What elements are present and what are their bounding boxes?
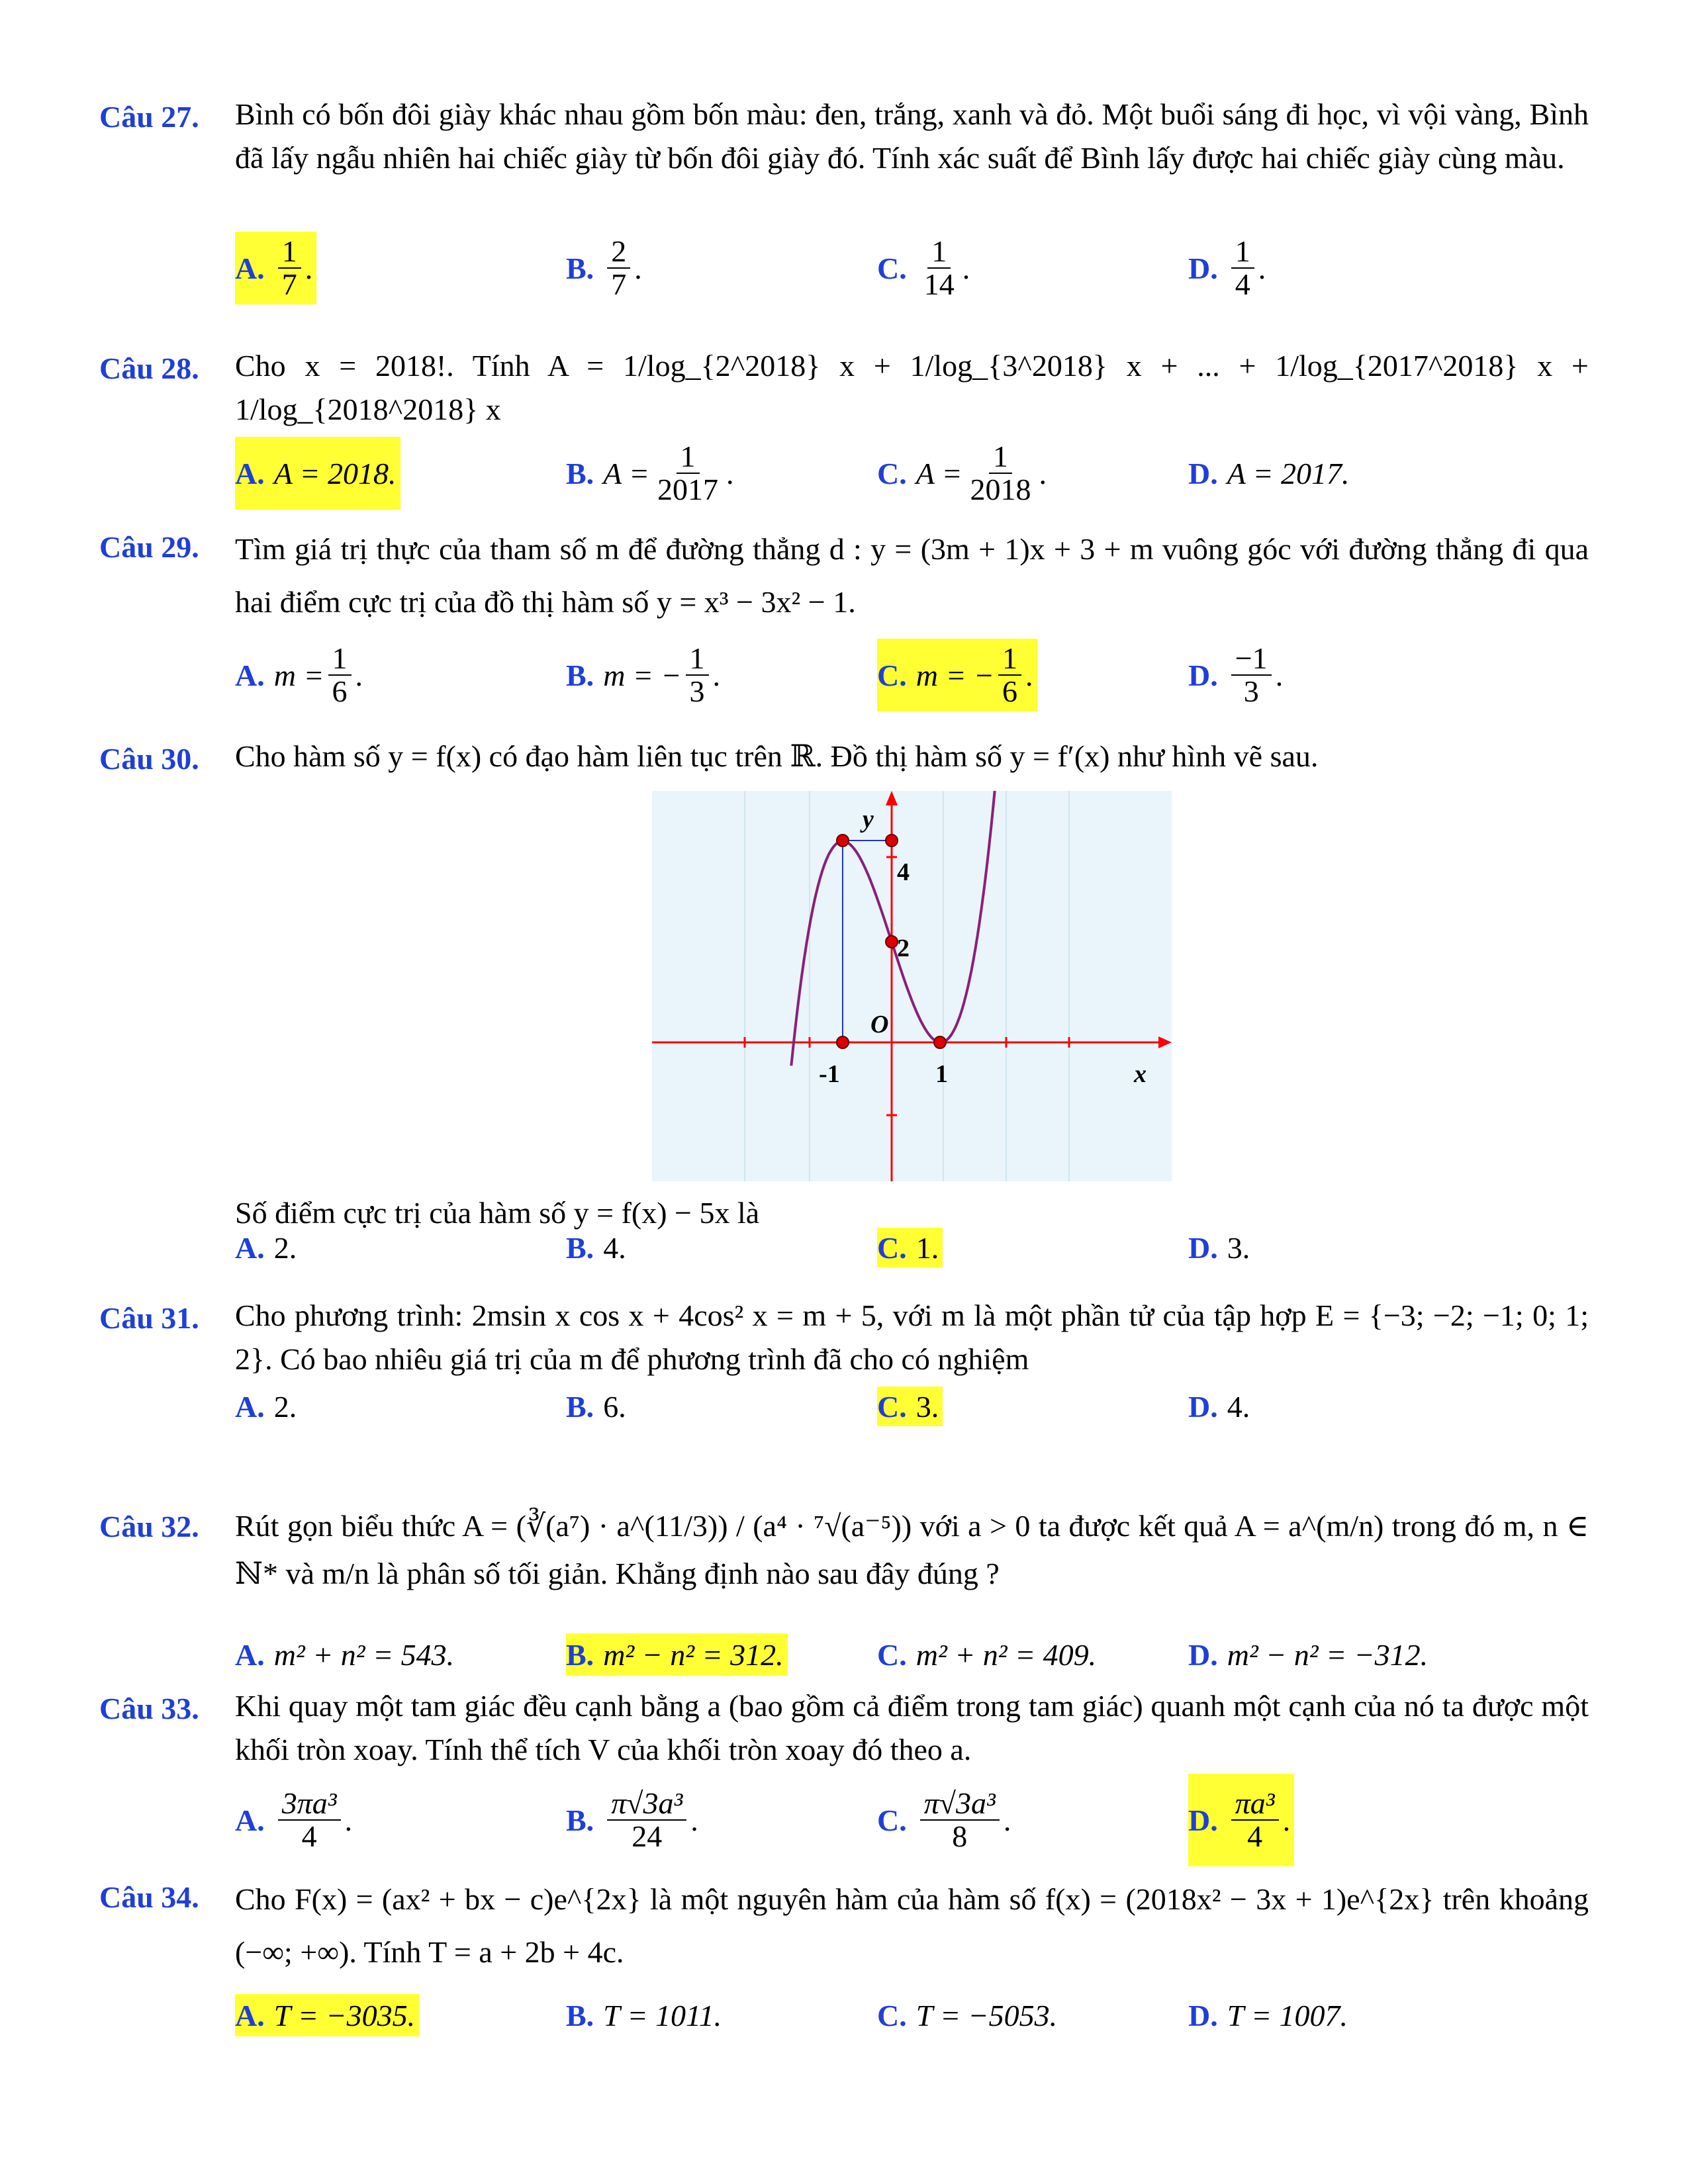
option-a[interactable]: A. $\frac{1}{7}$ . [235,232,316,304]
min-point [934,1036,946,1048]
option-c[interactable]: C. 1. [877,1228,943,1267]
option-a[interactable]: A. A = 2018. [235,437,400,510]
option-c[interactable]: C. m = − $\frac{1}{6}$ . [877,639,1037,711]
option-d[interactable]: D. $\frac{\text{πa³}}{4}$ . [1188,1774,1294,1866]
option-b[interactable]: B. m² − n² = 312. [566,1633,788,1676]
option-d[interactable]: D. $\frac{1}{4}$ . [1188,234,1266,301]
option-a[interactable]: A. T = −3035. [235,1994,419,2036]
option-d[interactable]: D. T = 1007. [1188,1998,1348,2032]
question-number: Câu 27. [99,100,199,134]
tick-label-4: 4 [897,858,910,886]
option-c[interactable]: C. 3. [877,1387,943,1426]
options-row [235,1989,1589,2042]
y-axis-label: y [863,805,874,833]
option-c[interactable]: C. A = $\frac{1}{2018}$ . [877,439,1047,506]
option-b[interactable]: B. T = 1011. [566,1998,722,2032]
graph-background [652,791,1172,1181]
options-row [235,1380,1589,1433]
option-a[interactable]: A. 2. [235,1389,297,1424]
question-stem: Cho F(x) = (ax² + bx − c)e^{2x} là một nguyên hàm của hàm số f(x) = (2018x² − 3x + 1)e^{2x} trên khoảng (−∞; +∞). Tính T = a + 2b + 4c. [235,1882,1589,1969]
question-stem: Rút gọn biểu thức A = (∛(a⁷) · a^(11/3)) / (a⁴ · ⁷√(a⁻⁵)) với a > 0 ta được kết quả A = a^(m/n) trong đó m, n ∈ ℕ* và m/n là phân số tối giản. Khẳng định nào sau đây đúng ? [235,1509,1589,1590]
question-number: Câu 28. [99,351,199,385]
option-a[interactable]: A. $\frac{\text{3πa³}}{4}$ . [235,1786,353,1853]
y-intercept-point [886,936,898,948]
x-axis-label: x [1134,1060,1147,1088]
option-b[interactable]: B. $\frac{2}{7}$ . [566,234,642,301]
tick-label-1: 1 [935,1060,948,1088]
question-number: Câu 34. [99,1880,199,1914]
option-b[interactable]: B. m = − $\frac{1}{3}$ . [566,641,720,708]
option-a[interactable]: A. m² + n² = 543. [235,1637,455,1672]
option-d[interactable]: D. 3. [1188,1230,1250,1265]
options-row [235,232,1589,304]
option-b[interactable]: B. 4. [566,1230,626,1265]
question-stem: Cho hàm số y = f(x) có đạo hàm liên tục trên ℝ. Đồ thị hàm số y = f′(x) như hình vẽ sau. [235,739,1319,773]
option-b[interactable]: B. $\frac{\text{π√3a³}}{24}$ . [566,1786,698,1853]
option-c[interactable]: C. T = −5053. [877,1998,1058,2032]
tick-label-2: 2 [897,934,910,962]
option-d[interactable]: D. m² − n² = −312. [1188,1637,1429,1672]
derivative-graph [652,791,1172,1181]
option-d[interactable]: D. A = 2017. [1188,456,1350,490]
tick-label-neg1: -1 [819,1060,840,1088]
question-number: Câu 29. [99,530,199,564]
options-row [235,1221,1589,1274]
options-row [235,1628,1589,1681]
options-row [235,639,1589,711]
option-d[interactable]: D. $\frac{-1}{3}$ . [1188,641,1284,708]
question-stem-2: Số điểm cực trị của hàm số y = f(x) − 5x là [235,1196,760,1230]
option-a[interactable]: A. 2. [235,1230,297,1265]
y4-point [886,835,898,846]
option-c[interactable]: C. $\frac{1}{14}$ . [877,234,970,301]
options-row [235,1774,1589,1866]
option-b[interactable]: B. A = $\frac{1}{2017}$ . [566,439,734,506]
option-d[interactable]: D. 4. [1188,1389,1250,1424]
question-number: Câu 32. [99,1510,199,1543]
option-b[interactable]: B. 6. [566,1389,626,1424]
question-stem: Bình có bốn đôi giày khác nhau gồm bốn màu: đen, trắng, xanh và đỏ. Một buổi sáng đi học, vì vội vàng, Bình đã lấy ngẫu nhiên hai chiếc giày từ bốn đôi giày đó. Tính xác suất để Bình lấy được hai chiếc giày cùng màu. [235,97,1589,175]
question-stem: Cho phương trình: 2msin x cos x + 4cos² x = m + 5, với m là một phần tử của tập hợp E = {−3; −2; −1; 0; 1; 2}. Có bao nhiêu giá trị của m để phương trình đã cho có nghiệm [235,1298,1589,1376]
question-number: Câu 33. [99,1692,199,1725]
question-stem: Cho x = 2018!. Tính A = 1/log_{2^2018} x + 1/log_{3^2018} x + ... + 1/log_{2017^2018} x + 1/log_{2018^2018} x [235,349,1589,426]
max-point [837,835,849,846]
option-c[interactable]: C. m² + n² = 409. [877,1637,1097,1672]
question-number: Câu 30. [99,742,199,776]
x-neg1-point [837,1036,849,1048]
option-c[interactable]: C. $\frac{\text{π√3a³}}{8}$ . [877,1786,1011,1853]
question-stem: Khi quay một tam giác đều cạnh bằng a (bao gồm cả điểm trong tam giác) quanh một cạnh của nó ta được một khối tròn xoay. Tính thể tích V của khối tròn xoay đó theo a. [235,1689,1589,1766]
option-a[interactable]: A. m = $\frac{1}{6}$ . [235,641,363,708]
options-row [235,437,1589,510]
question-stem: Tìm giá trị thực của tham số m để đường thẳng d : y = (3m + 1)x + 3 + m vuông góc với đường thẳng đi qua hai điểm cực trị của đồ thị hàm số y = x³ − 3x² − 1. [235,532,1589,619]
origin-label: O [870,1011,889,1038]
question-number: Câu 31. [99,1301,199,1335]
